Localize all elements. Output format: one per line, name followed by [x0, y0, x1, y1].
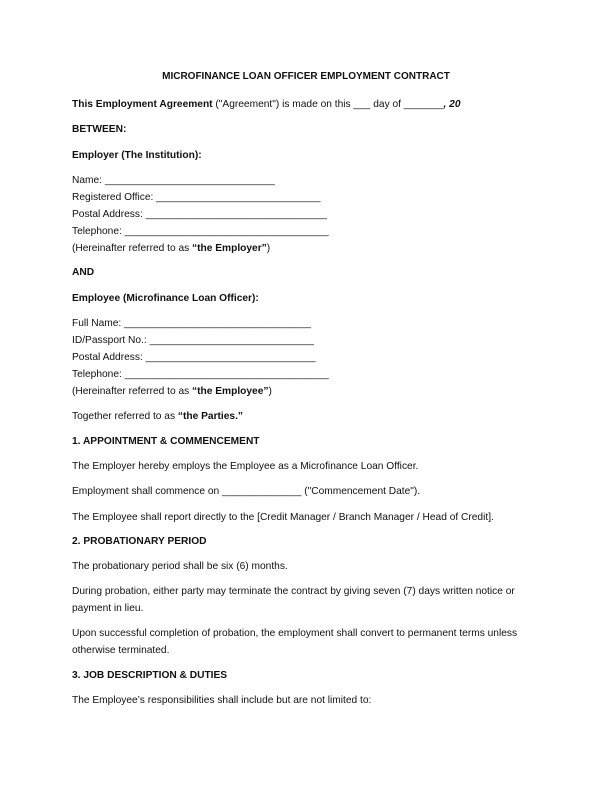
- document-title: MICROFINANCE LOAN OFFICER EMPLOYMENT CONTRACT: [162, 71, 450, 82]
- employer-referred-prefix: (Hereinafter referred to as: [72, 243, 193, 254]
- section1-paragraph-2: Employment shall commence on ______________ ("Commencement Date").: [72, 486, 421, 497]
- employer-referred-line: [72, 242, 270, 255]
- intro-year: , 20: [443, 99, 461, 110]
- employee-id-field: ID/Passport No.: _____________________________: [72, 335, 314, 346]
- intro-text: ("Agreement") is made on this ___ day of _______: [212, 99, 444, 110]
- section2-paragraph-3: Upon successful completion of probation, the employment shall convert to permanent terms unless otherwise terminated.: [72, 628, 518, 656]
- intro-bold-lead: This Employment Agreement: [72, 99, 213, 110]
- employee-referred-prefix: (Hereinafter referred to as: [72, 386, 193, 397]
- section2-paragraph-1: The probationary period shall be six (6) months.: [72, 561, 288, 572]
- section1-heading: 1. APPOINTMENT & COMMENCEMENT: [72, 436, 260, 447]
- employee-name-field: Full Name: _________________________________: [72, 318, 312, 329]
- employer-referred-suffix: ): [266, 243, 271, 254]
- employee-referred-line: [72, 385, 272, 398]
- intro-paragraph: [72, 98, 461, 111]
- employer-heading: Employer (The Institution):: [72, 150, 202, 161]
- employee-referred-suffix: ): [268, 386, 272, 397]
- parties-bold: “the Parties.”: [177, 411, 244, 422]
- employer-postal-field: Postal Address: ________________________________: [72, 209, 327, 220]
- section1-paragraph-1: The Employer hereby employs the Employee as a Microfinance Loan Officer.: [72, 461, 419, 472]
- and-heading: AND: [72, 267, 95, 278]
- parties-line: [72, 410, 243, 423]
- parties-prefix: Together referred to as: [72, 411, 178, 422]
- employee-telephone-field: Telephone: ____________________________________: [72, 369, 329, 380]
- section3-paragraph-1: The Employee’s responsibilities shall include but are not limited to:: [72, 695, 372, 706]
- section2-paragraph-2: During probation, either party may terminate the contract by giving seven (7) days written notice or payment in lieu.: [72, 586, 515, 614]
- between-heading: BETWEEN:: [72, 124, 127, 135]
- employer-referred-bold: “the Employer”: [192, 243, 267, 254]
- employee-heading: Employee (Microfinance Loan Officer):: [72, 293, 259, 304]
- employee-postal-field: Postal Address: ______________________________: [72, 352, 316, 363]
- employer-office-field: Registered Office: _____________________________: [72, 192, 321, 203]
- employer-name-field: Name: ______________________________: [72, 175, 275, 186]
- employer-telephone-field: Telephone: ____________________________________: [72, 226, 329, 237]
- section1-paragraph-3: The Employee shall report directly to the [Credit Manager / Branch Manager / Head of Credit].: [72, 512, 494, 523]
- employee-referred-bold: “the Employee”: [192, 386, 269, 397]
- section3-heading: 3. JOB DESCRIPTION & DUTIES: [72, 670, 228, 681]
- section2-heading: 2. PROBATIONARY PERIOD: [72, 536, 207, 547]
